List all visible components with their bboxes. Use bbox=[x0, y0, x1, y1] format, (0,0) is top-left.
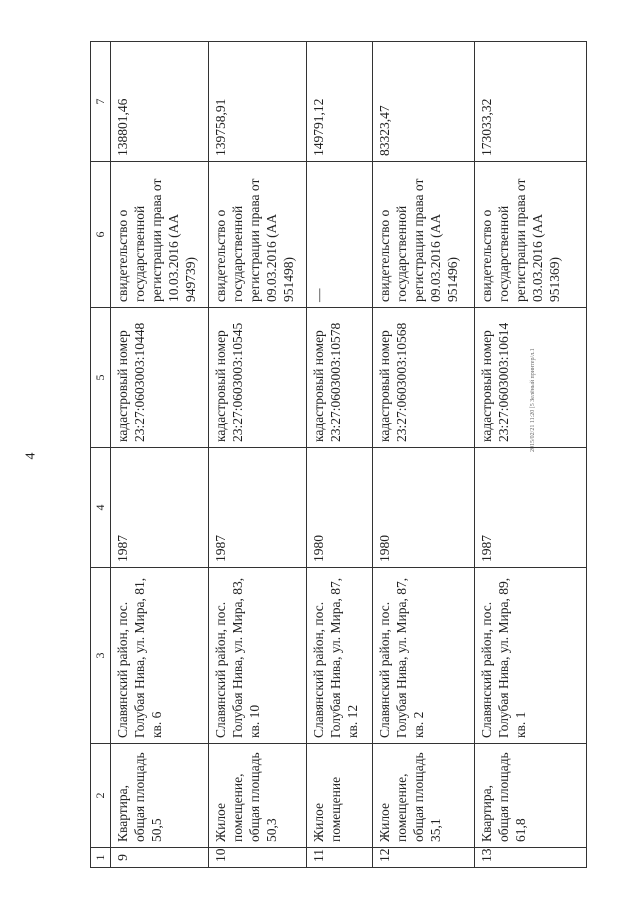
row-number: 12 bbox=[373, 848, 475, 868]
property-table-wrapper bbox=[90, 42, 590, 868]
column-header: 7 bbox=[91, 42, 111, 162]
year-built: 1987 bbox=[475, 448, 587, 568]
column-header: 5 bbox=[91, 308, 111, 448]
price: 138801,46 bbox=[111, 42, 209, 162]
cadastral-number: кадастровый номер 23:27:0603003:10448 bbox=[111, 308, 209, 448]
row-number: 10 bbox=[209, 848, 307, 868]
object-type: Квартира, общая площадь 61,8 bbox=[475, 744, 587, 848]
price: 139758,91 bbox=[209, 42, 307, 162]
registration-certificate: свидетельство о государственной регистрации права от 09.03.2016 (АА 951498) bbox=[209, 162, 307, 308]
object-type: Жилое помещение bbox=[307, 744, 373, 848]
table-row bbox=[373, 42, 475, 868]
property-table bbox=[90, 41, 587, 868]
table-row bbox=[209, 42, 307, 868]
price: 173033,32 bbox=[475, 42, 587, 162]
object-type: Жилое помещение, общая площадь 50,3 bbox=[209, 744, 307, 848]
row-number: 13 bbox=[475, 848, 587, 868]
header-row bbox=[91, 42, 111, 868]
price: 149791,12 bbox=[307, 42, 373, 162]
row-number: 9 bbox=[111, 848, 209, 868]
column-header: 6 bbox=[91, 162, 111, 308]
row-number: 11 bbox=[307, 848, 373, 868]
side-stamp: 2015/02/21 11:20 [5 Зелёный принтер/л.1 bbox=[530, 348, 536, 452]
address: Славянский район, пос. Голубая Нива, ул. Мира, 83, кв. 10 bbox=[209, 568, 307, 744]
year-built: 1980 bbox=[373, 448, 475, 568]
cadastral-number: кадастровый номер 23:27:0603003:10578 bbox=[307, 308, 373, 448]
cadastral-number: кадастровый номер 23:27:0603003:10545 bbox=[209, 308, 307, 448]
price: 83323,47 bbox=[373, 42, 475, 162]
address: Славянский район, пос. Голубая Нива, ул. Мира, 87, кв. 12 bbox=[307, 568, 373, 744]
column-header: 3 bbox=[91, 568, 111, 744]
column-header: 4 bbox=[91, 448, 111, 568]
registration-certificate: свидетельство о государственной регистрации права от 10.03.2016 (АА 949739) bbox=[111, 162, 209, 308]
table-row bbox=[111, 42, 209, 868]
column-header: 1 bbox=[91, 848, 111, 868]
page-number: 4 bbox=[23, 452, 39, 460]
registration-certificate: свидетельство о государственной регистрации права от 09.03.2016 (АА 951496) bbox=[373, 162, 475, 308]
year-built: 1987 bbox=[209, 448, 307, 568]
address: Славянский район, пос. Голубая Нива, ул. Мира, 89, кв. 1 bbox=[475, 568, 587, 744]
registration-certificate: свидетельство о государственной регистрации права от 03.03.2016 (АА 951369) bbox=[475, 162, 587, 308]
address: Славянский район, пос. Голубая Нива, ул. Мира, 81, кв. 6 bbox=[111, 568, 209, 744]
year-built: 1987 bbox=[111, 448, 209, 568]
object-type: Жилое помещение, общая площадь 35,1 bbox=[373, 744, 475, 848]
address: Славянский район, пос. Голубая Нива, ул. Мира, 87, кв. 2 bbox=[373, 568, 475, 744]
registration-certificate: — bbox=[307, 162, 373, 308]
cadastral-number: кадастровый номер 23:27:0603003:10568 bbox=[373, 308, 475, 448]
table-row bbox=[307, 42, 373, 868]
cadastral-number: кадастровый номер 23:27:0603003:10614 bbox=[475, 308, 587, 448]
object-type: Квартира, общая площадь 50,5 bbox=[111, 744, 209, 848]
column-header: 2 bbox=[91, 744, 111, 848]
year-built: 1980 bbox=[307, 448, 373, 568]
table-row bbox=[475, 42, 587, 868]
